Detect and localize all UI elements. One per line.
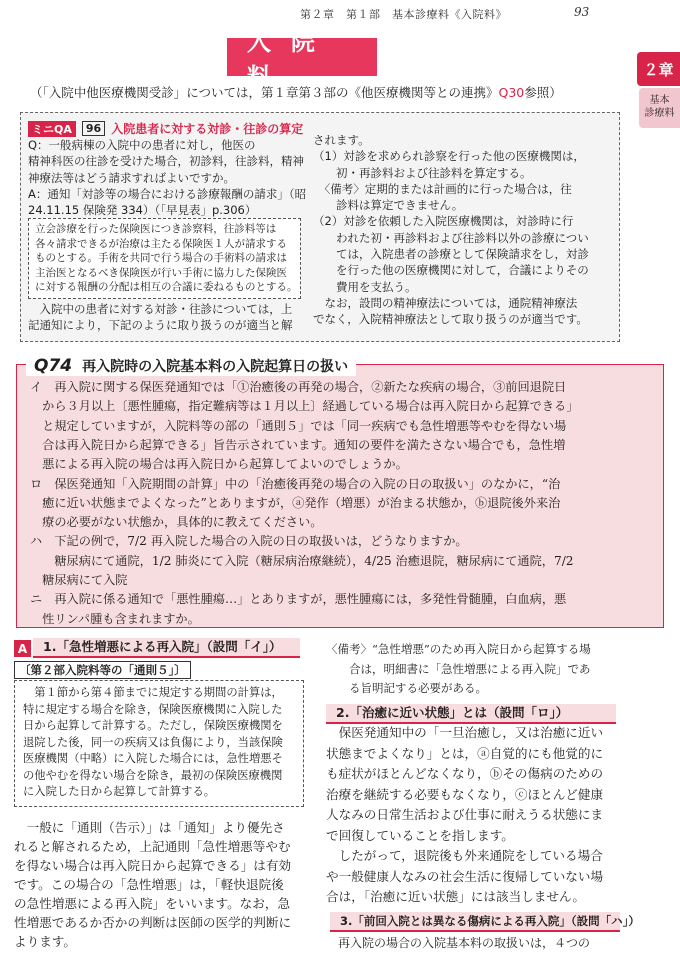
q74-line: ロ 保医発通知「入院期間の計算」中の「治癒後再発の場合の入院の日の取扱い」のなかに，“治 <box>30 476 561 491</box>
rule-line: に入院した日から起算して計算する。 <box>23 785 216 798</box>
mini-qa-line: でなく，入院精神療法として取り扱うのが適当です。 <box>313 312 588 327</box>
answer-body-line: 一般に「通則（告示）」は「通知」より優先さ <box>14 820 285 835</box>
answer-body-line: 治療を継続する必要もなくなり，ⓒほとんど健康 <box>326 786 604 802</box>
mini-qa-line: を行った他の医療機関に対して，合議によりその <box>313 263 589 278</box>
mini-qa-line: 〈備考〉定期的または計画的に行った場合は，往 <box>313 181 572 196</box>
answer-body-line: の急性増悪による再入院」をいいます。なお，急 <box>14 896 291 911</box>
mini-qa-header <box>28 120 303 137</box>
chapter-tab-label: ２章 <box>643 60 674 79</box>
q74-line: 癒に近い状態までよくなった”とありますが，ⓐ発作（増悪）が治まる状態か，ⓑ退院後外来治 <box>30 495 561 510</box>
mini-qa-line: 初・再診料および往診料を算定する。 <box>313 165 532 180</box>
mini-qa-left-after <box>28 301 293 334</box>
q74-line: 悪による再入院の場合は再入院日から起算してよいのでしょうか。 <box>30 457 408 472</box>
answer-body-line: 合は，「治癒に近い状態」には該当しません。 <box>326 889 585 904</box>
q74-line: ニ 再入院に係る通知で「悪性腫瘍…」とありますが，悪性腫瘍には，多発性骨髄腫，白血病，悪 <box>30 592 567 607</box>
q74-line: ハ 下記の例で，7/2 再入院した場合の入院の日の取扱いは，どうなりますか。 <box>30 534 468 549</box>
answer-body-line: 状態までよくなり」とは，ⓐ自覚的にも他覚的に <box>326 745 604 761</box>
answer-body-line: れると解されるため，上記通則「急性増悪等やむ <box>14 839 291 854</box>
answer-body-line: したがって，退院後も外来通院をしている場合 <box>326 848 603 863</box>
mini-qa-line: 入院中の患者に対する対診・往診については，上 <box>28 302 293 316</box>
rule-line: 特に規定する場合を除き，保険医療機関に入院した <box>23 702 283 716</box>
quote-line: 主治医となるべき保険医が行い手術に協力した保険医 <box>35 266 287 279</box>
mini-qa-title: 入院患者に対する対診・往診の算定 <box>111 122 304 136</box>
answer-body-line: です。この場合の「急性増悪」は，「軽快退院後 <box>14 877 284 892</box>
q74-heading <box>26 356 356 376</box>
answer-section-1-title: 1.「急性増悪による再入院」（設問「イ」） <box>33 638 300 658</box>
q74-line: 療の必要がない状態か，具体的に教えてください。 <box>30 515 323 530</box>
answer-body-line: 性増悪であるか否かの判断は医師の医学的判断に <box>14 915 292 930</box>
q74-line: イ 再入院に関する保医発通知では「①治癒後の再発の場合，②新たな疾病の場合，③前回退院日 <box>30 380 567 394</box>
rule-line: 医療機関（中略）に入院した場合には，急性増悪そ <box>23 752 283 765</box>
q74-line: 糖尿病にて通院，1/2 肺炎にて入院（糖尿病治療継続），4/25 治癒退院，糖尿病にて通院，7/2 <box>30 553 574 568</box>
q74-title: 再入院時の入院基本料の入院起算日の扱い <box>82 359 349 375</box>
mini-qa-quote-box <box>28 218 301 299</box>
answer-body-line: や一般健康人なみの社会生活に復帰していない場 <box>326 868 604 884</box>
q74-line: と規定していますが，入院料等の部の「通則５」では「同一疾病でも急性増悪等やむを得ない場 <box>30 418 567 433</box>
section-tab <box>639 88 680 128</box>
mini-qa-line: 診料は算定できません。 <box>313 198 464 213</box>
answer-section-3-title: 3.「前回入院とは異なる傷病による再入院」（設問「ハ」） <box>330 912 620 932</box>
mini-qa-number: 96 <box>82 121 105 136</box>
mini-qa-line: 記通知により，下記のように取り扱うのが適当と解 <box>28 318 293 333</box>
q74-line: から３月以上〔悪性腫瘍，指定難病等は１月以上〕経過している場合は再入院日から起算できる」 <box>30 399 579 414</box>
reference-note-post: 参照） <box>524 85 562 100</box>
q74-line: 合は再入院日から起算できる」旨告示されています。通知の要件を満たさない場合でも，急性増 <box>30 437 566 452</box>
quote-line: に対する報酬の分配は相互の合議に委ねるものとする。 <box>35 281 298 293</box>
rule-line: 日から起算して計算する。ただし，保険医療機関を <box>23 719 283 732</box>
mini-qa-line: なお，設問の精神療法については，通院精神療法 <box>313 295 578 310</box>
mini-qa-line: Q：一般病棟の入院中の患者に対し，他医の <box>28 138 256 152</box>
chapter-tab <box>637 52 680 86</box>
q74-number: Q74 <box>34 356 73 376</box>
mini-qa-line: されます。 <box>313 133 370 147</box>
mini-qa-badge: ミニQA <box>28 121 76 137</box>
answer-note <box>326 640 591 699</box>
note-line: る旨明記する必要がある。 <box>326 681 487 695</box>
page-title: 入院料 <box>227 38 377 76</box>
mini-qa-line: 精神科医の往診を受けた場合，初診料，往診料，精神 <box>28 154 304 169</box>
quote-line: 各々請求できるが治療は主たる保険医１人が請求する <box>35 237 287 250</box>
rule-line: 退院した後，同一の疾病又は負傷により，当該保険 <box>23 735 283 749</box>
answer-body-line: を得ない場合は再入院日から起算できる」は有効 <box>14 858 292 873</box>
reference-note <box>30 83 562 101</box>
mini-qa-line: 24.11.15 保険発 334）（「早見表」p.306） <box>28 203 257 218</box>
mini-qa-line: われた初・再診料および往診料以外の診療につい <box>313 230 589 245</box>
mini-qa-line: 神療法等はどう請求すればよいですか。 <box>28 170 235 185</box>
rule-line: 第１節から第４節までに規定する期間の計算は， <box>23 686 283 699</box>
rule-source-label: 〔第２部入院料等の「通則５」〕 <box>14 661 191 679</box>
running-head: 第２章 第１部 基本診療料《入院料》 <box>300 8 507 21</box>
answer-badge: A <box>14 640 31 657</box>
mini-qa-left <box>28 137 306 218</box>
quote-line: 立会診療を行った保険医につき診察料，往診料等は <box>35 223 277 235</box>
rule-quote-box <box>14 680 304 807</box>
page-number: 93 <box>574 5 590 19</box>
answer-body-line: 保医発通知中の「一旦治癒し，又は治癒に近い <box>326 725 604 740</box>
mini-qa-line: ては，入院患者の診療として保険請求をし，対診 <box>313 247 589 262</box>
rule-line: の他やむを得ない場合を除き，最初の保険医療機関 <box>23 768 283 782</box>
note-line: 〈備考〉“急性増悪”のため再入院日から起算する場 <box>326 642 591 656</box>
section-tab-line2: 診療料 <box>644 108 675 119</box>
q74-line: 性リンパ腫も含まれますか。 <box>30 611 200 626</box>
reference-note-pre: （「入院中他医療機関受診」については，第１章第３部の《他医療機関等との連携》 <box>30 85 499 100</box>
mini-qa-line: 費用を支払う。 <box>313 279 417 294</box>
quote-line: ものとする。手術を共同で行う場合の手術料の請求は <box>35 252 287 264</box>
answer-section-2-title: 2.「治癒に近い状態」とは（設問「ロ」） <box>326 704 616 724</box>
q74-line: 糖尿病にて入院 <box>30 573 128 587</box>
mini-qa-line: （2）対診を依頼した入院医療機関は，対診時に行 <box>313 214 574 229</box>
answer-body-line: よります。 <box>14 934 76 949</box>
answer-body-line: も症状がほとんどなくなり，ⓑその傷病のための <box>326 766 604 781</box>
answer-body-line: 再入院の場合の入院基本料の取扱いは，４つの <box>326 936 591 950</box>
answer-body-line: 人なみの日常生活および仕事に耐えうる状態にま <box>326 807 604 822</box>
reference-link: Q30 <box>498 85 525 100</box>
mini-qa-line: A：通知「対診等の場合における診療報酬の請求」（昭 <box>28 186 307 201</box>
answer-body-line: で回復していることを指します。 <box>326 827 514 843</box>
mini-qa-right <box>313 132 589 328</box>
mini-qa-line: （1）対診を求められ診察を行った他の医療機関は， <box>313 149 585 164</box>
section-tab-line1: 基本 <box>649 95 670 106</box>
note-line: 合は，明細書に「急性増悪による再入院」であ <box>326 661 591 676</box>
